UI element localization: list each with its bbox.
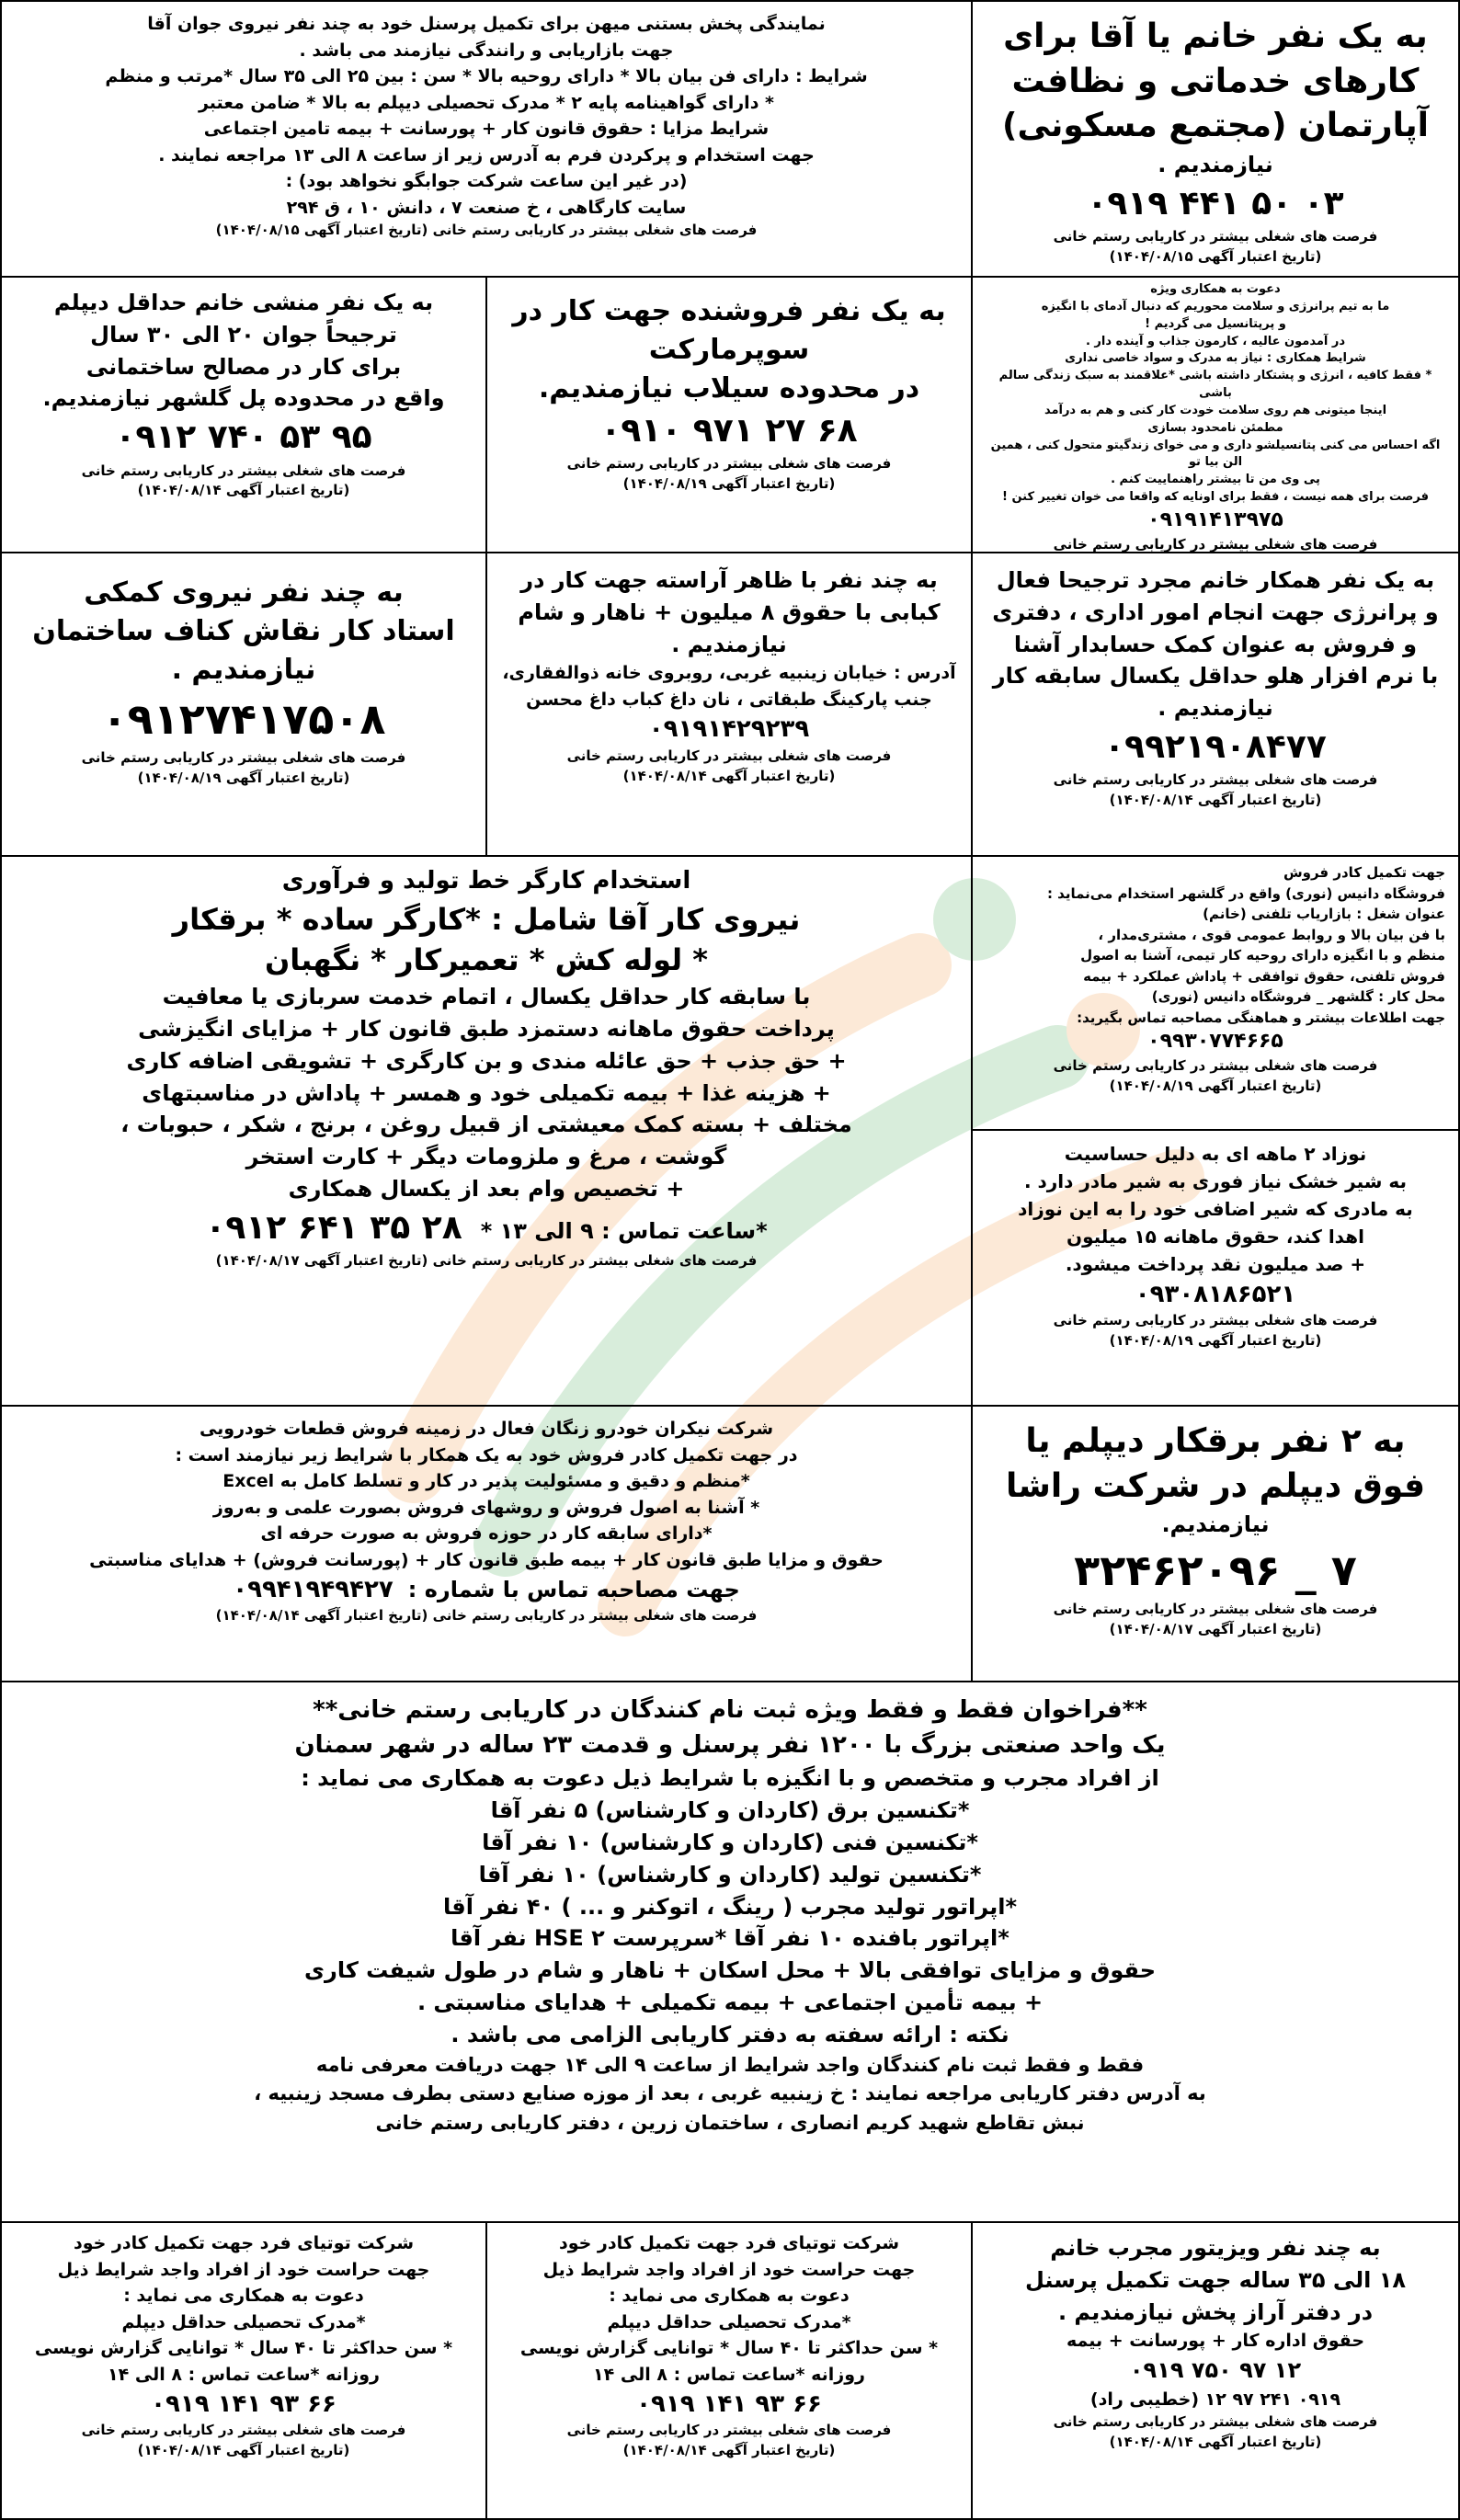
ad-line: منظم و با انگیزه دارای روحیه کار تیمی، آشنا به اصول bbox=[1080, 947, 1445, 964]
ad-date: (تاریخ اعتبار آگهی ۱۴۰۴/۰۸/۱۴) bbox=[137, 482, 350, 499]
ad-line: + حق جذب + حق عائله مندی و بن کارگری + تشویقی اضافه کاری bbox=[126, 1047, 847, 1074]
ad-line: به شیر خشک نیاز فوری به شیر مادر دارد . bbox=[1023, 1170, 1408, 1192]
ad-subtitle: در محدوده سیلاب نیازمندیم. bbox=[538, 372, 920, 405]
ad-line: نیازمندیم . bbox=[171, 654, 316, 686]
ad-line: *مدرک تحصیلی حداقل دیپلم bbox=[121, 2311, 366, 2332]
ad-footer: فرصت های شغلی بیشتر در کاریابی رستم خانی bbox=[1053, 1601, 1378, 1618]
ad-line: در دفتر آراز پخش نیازمندیم . bbox=[1057, 2298, 1374, 2325]
ad-line: روزانه *ساعت تماس : ۸ الی ۱۴ bbox=[593, 2364, 865, 2385]
ad-footer: فرصت های شغلی بیشتر در کاریابی رستم خانی bbox=[566, 455, 892, 473]
ad-date: (تاریخ اعتبار آگهی ۱۴۰۴/۰۸/۱۴) bbox=[1109, 2433, 1322, 2450]
ad-line: شرکت توتیای فرد جهت تکمیل کادر خود bbox=[558, 2233, 900, 2253]
ad-phone: ۰۹۱۲۷۴۱۷۵۰۸ bbox=[101, 694, 386, 744]
ad-line: به چند نفر نیروی کمکی bbox=[84, 576, 404, 609]
ad-accounting-assistant bbox=[971, 552, 1460, 857]
ad-cleaning-staff bbox=[971, 0, 1460, 278]
ad-phone: ۰۹۱۹ ۱۴۱ ۹۳ ۶۶ bbox=[636, 2390, 822, 2418]
ad-date: (تاریخ اعتبار آگهی ۱۴۰۴/۰۸/۱۷) bbox=[1109, 1621, 1322, 1638]
ad-line: *تکنسین فنی (کاردان و کارشناس) ۱۰ نفر آقا bbox=[482, 1829, 978, 1855]
ad-line: مطمئن نامحدود بسازی bbox=[1147, 420, 1283, 435]
ad-line: جهت حراست خود از افراد واجد شرایط ذیل bbox=[542, 2259, 916, 2280]
ad-line: و پرپتانسیل می گردیم ! bbox=[1145, 316, 1286, 331]
ad-phone: ۰۹۱۹۱۴۲۹۲۳۹ bbox=[648, 715, 810, 744]
ad-line: در آمدمون عالیه ، کارمون جذاب و آینده دار . bbox=[1085, 334, 1346, 348]
ad-line: شرایط همکاری : نیاز به مدرک و سواد خاصی نداری bbox=[1065, 351, 1366, 366]
ad-line: * سن حداکثر تا ۴۰ سال * توانایی گزارش نویسی bbox=[34, 2338, 453, 2358]
ad-ice-cream-distributor bbox=[0, 0, 973, 278]
ad-subtitle: نیازمندیم . bbox=[1158, 151, 1273, 177]
contact-hours: *ساعت تماس : ۹ الی ۱۳ * bbox=[480, 1217, 768, 1244]
ad-phone: ۰۹۱۹ ۷۵۰ ۹۷ ۱۲ bbox=[1129, 2356, 1302, 2383]
ad-line: جهت بازاریابی و رانندگی نیازمند می باشد . bbox=[299, 40, 674, 61]
ad-line: محل کار : گلشهر _ فروشگاه دانیس (نوری) bbox=[1151, 988, 1445, 1005]
ad-line: نیازمندیم . bbox=[671, 631, 787, 657]
ad-line: *تکنسین برق (کاردان و کارشناس) ۵ نفر آقا bbox=[490, 1797, 970, 1824]
ad-date: (تاریخ اعتبار آگهی ۱۴۰۴/۰۸/۱۹) bbox=[137, 770, 350, 787]
ad-wellness-team bbox=[971, 276, 1460, 553]
ad-line: (در غیر این ساعت شرکت جوابگو نخواهد بود) : bbox=[285, 171, 688, 191]
ad-line: اینجا میتونی هم روی سلامت خودت کار کنی و هم به درآمد bbox=[1044, 403, 1387, 417]
ad-line: جهت تکمیل کادر فروش bbox=[1283, 864, 1445, 881]
ad-phone: ۰۹۱۹۱۴۱۳۹۷۵ bbox=[1147, 507, 1283, 531]
ad-line: + صد میلیون نقد پرداخت میشود. bbox=[1065, 1253, 1366, 1275]
ad-line: به یک نفر منشی خانم حداقل دیپلم bbox=[53, 290, 434, 315]
ad-line: پرداخت حقوق ماهانه دستمزد طبق قانون کار + مزایای انگیزشی bbox=[138, 1016, 835, 1043]
ad-line: استخدام کارگر خط تولید و فرآوری bbox=[281, 867, 691, 895]
ad-date: (تاریخ اعتبار آگهی ۱۴۰۴/۰۸/۱۴) bbox=[1109, 792, 1322, 809]
ad-line: ترجیحاً جوان ۲۰ الی ۳۰ سال bbox=[90, 321, 397, 348]
ad-line: دعوت به همکاری ویژه bbox=[1150, 282, 1281, 296]
ad-line: به مادری که شیر اضافی خود را به این نوزاد bbox=[1018, 1198, 1413, 1220]
ad-footer: فرصت های شغلی بیشتر در کاریابی رستم خانی bbox=[81, 2422, 406, 2439]
ad-line: با نرم افزار هلو حداقل یکسال سابقه کار bbox=[992, 663, 1439, 690]
ad-line: حقوق اداره کار + پورسانت + بیمه bbox=[1066, 2331, 1365, 2352]
ad-line: نبش تقاطع شهید کریم انصاری ، ساختمان زرین ، دفتر کاریابی رستم خانی bbox=[375, 2111, 1085, 2134]
ad-footer: فرصت های شغلی بیشتر در کاریابی رستم خانی bbox=[566, 747, 892, 764]
ad-phone: ۰۹۳۰۸۱۸۶۵۲۱ bbox=[1135, 1281, 1296, 1308]
ad-line: دعوت به همکاری می نماید : bbox=[123, 2286, 364, 2306]
ad-line: *مدرک تحصیلی حداقل دیپلم bbox=[607, 2311, 851, 2332]
ad-footer: فرصت های شغلی بیشتر در کاریابی رستم خانی bbox=[1053, 1312, 1378, 1329]
ad-line: + بیمه تأمین اجتماعی + بیمه تکمیلی + هدایای مناسبتی . bbox=[416, 1989, 1044, 2015]
ad-line: حقوق و مزایا طبق قانون کار + بیمه طبق قانون کار + (پورسانت فروش) + هدایای مناسبتی bbox=[89, 1549, 884, 1570]
ad-line: مختلف + بسته کمک معیشتی از قبیل روغن ، برنج ، شکر ، حبوبات ، bbox=[120, 1112, 852, 1138]
ad-line: عنوان شغل : بازاریاب تلفنی (خانم) bbox=[1203, 906, 1445, 922]
ad-line: نیروی کار آقا شامل : *کارگر ساده * برقکار bbox=[172, 901, 801, 937]
ad-line: شرکت توتیای فرد جهت تکمیل کادر خود bbox=[73, 2233, 415, 2253]
ad-line: ما به تیم پرانرژی و سلامت محوریم که دنبال آدمای با انگیزه bbox=[1041, 299, 1390, 314]
ad-line: *تکنسین تولید (کاردان و کارشناس) ۱۰ نفر آقا bbox=[478, 1861, 982, 1887]
ad-line: و فروش به عنوان کمک حسابدار آشنا bbox=[1013, 631, 1418, 657]
ad-line: پی وی من تا بیشتر راهنماییت کنم . bbox=[1111, 473, 1320, 487]
ad-line: اگه احساس می کنی پتانسیلشو داری و می خوای زندگیتو متحول کنی ، همین الن بیا تو bbox=[990, 438, 1441, 470]
ad-phone: ۳۲۴۶۲۰۹۶ _ ۷ bbox=[1074, 1545, 1357, 1595]
ad-secretary bbox=[0, 276, 487, 553]
ad-line: در جهت تکمیل کادر فروش خود به یک همکار با شرایط زیر نیازمند است : bbox=[175, 1444, 798, 1465]
ad-footer: فرصت های شغلی بیشتر در کاریابی رستم خانی bbox=[1053, 771, 1378, 789]
ad-line: جهت استخدام و پرکردن فرم به آدرس زیر از ساعت ۸ الی ۱۳ مراجعه نمایند . bbox=[158, 144, 815, 165]
ad-line: *اپراتور تولید مجرب ( رینگ ، اتوکنر و ... ) ۴۰ نفر آقا bbox=[443, 1893, 1017, 1920]
ad-line: + تخصیص وام بعد از یکسال همکاری bbox=[288, 1176, 685, 1203]
ad-phone: ۰۹۹۲۱۹۰۸۴۷۷ bbox=[1104, 727, 1327, 766]
ad-line: یک واحد صنعتی بزرگ با ۱۲۰۰ نفر پرسنل و قدمت ۲۳ ساله در شهر سمنان bbox=[294, 1730, 1166, 1759]
ad-painter-helper bbox=[0, 552, 487, 857]
ad-phone: ۰۹۱۹ ۱۴۱ ۹۳ ۶۶ bbox=[151, 2390, 336, 2418]
ad-line: نوزاد ۲ ماهه ای به دلیل حساسیت bbox=[1064, 1143, 1367, 1165]
contact-row bbox=[15, 1573, 958, 1606]
ad-title: به یک نفر خانم یا آقا برای کارهای خدماتی و نظافت آپارتمان (مجتمع مسکونی) bbox=[1002, 17, 1429, 145]
ad-footer: فرصت های شغلی بیشتر در کاریابی رستم خانی bbox=[1053, 2413, 1378, 2431]
ad-line: به ۲ نفر برقکار دیپلم یا bbox=[1025, 1422, 1406, 1460]
ad-footer: فرصت های شغلی بیشتر در کاریابی رستم خانی (تاریخ اعتبار آگهی ۱۴۰۴/۰۸/۱۷) bbox=[215, 1252, 758, 1270]
ad-footer: فرصت های شغلی بیشتر در کاریابی رستم خانی bbox=[1053, 1056, 1378, 1074]
ad-line: برای کار در مصالح ساختمانی bbox=[86, 353, 402, 380]
ad-footer: فرصت های شغلی بیشتر در کاریابی رستم خانی bbox=[81, 749, 406, 767]
ad-title: به یک نفر فروشنده جهت کار در سوپرمارکت bbox=[512, 295, 946, 366]
ad-kebab-restaurant bbox=[485, 552, 973, 857]
ad-footer: فرصت های شغلی بیشتر در کاریابی رستم خانی (تاریخ اعتبار آگهی ۱۴۰۴/۰۸/۱۵) bbox=[215, 222, 758, 238]
ad-line: با سابقه کار حداقل یکسال ، اتمام خدمت سربازی یا معافیت bbox=[162, 984, 811, 1010]
ad-telemarketer bbox=[971, 855, 1460, 1131]
ad-footer: فرصت های شغلی بیشتر در کاریابی رستم خانی bbox=[81, 462, 406, 479]
ad-line: * فقط کافیه ، انرژی و پشتکار داشته باشی *علاقمند به سبک زندگی سالم باشی bbox=[998, 369, 1432, 401]
ad-line: جهت اطلاعات بیشتر و هماهنگی مصاحبه تماس بگیرید: bbox=[1077, 1009, 1445, 1026]
ad-line: *دارای سابقه کار در حوزه فروش به صورت حرفه ای bbox=[260, 1523, 713, 1544]
ad-line: نیازمندیم . bbox=[1158, 695, 1273, 722]
ad-line: نمایندگی پخش بستنی میهن برای تکمیل پرسنل خود به چند نفر نیروی جوان آقا bbox=[147, 14, 826, 34]
ad-line: آدرس : خیابان زینبیه غربی، روبروی خانه ذوالفقاری، bbox=[502, 663, 956, 684]
ad-tutiya-security-1 bbox=[485, 2221, 973, 2520]
ad-line: ۱۸ الی ۳۵ ساله جهت تکمیل پرسنل bbox=[1024, 2266, 1406, 2293]
ad-line: فرصت برای همه نیست ، فقط برای اونایه که واقعا می خوان تغییر کنن ! bbox=[1002, 490, 1429, 505]
ad-line: جنب پارکینگ طبقاتی ، نان داغ کباب داغ محسن bbox=[526, 689, 932, 710]
ad-breast-milk bbox=[971, 1129, 1460, 1407]
ad-phone: ۰۹۱۹ ۴۴۱ ۵۰ ۰۳ bbox=[1087, 184, 1344, 222]
ad-date: (تاریخ اعتبار آگهی ۱۴۰۴/۰۸/۱۹) bbox=[1109, 1077, 1322, 1094]
ad-line: + هزینه غذا + بیمه تکمیلی خود و همسر + پاداش در مناسبتهای bbox=[142, 1079, 831, 1106]
ad-semnan-factory-call bbox=[0, 1681, 1460, 2223]
ad-supermarket-seller bbox=[485, 276, 973, 553]
ad-line: فروش تلفنی، حقوق توافقی + پاداش عملکرد + بیمه bbox=[1083, 967, 1445, 985]
ad-line: فروشگاه دانیس (نوری) واقع در گلشهر استخدام می‌نماید : bbox=[1046, 884, 1445, 902]
ad-footer: فرصت های شغلی بیشتر در کاریابی رستم خانی bbox=[566, 2422, 892, 2439]
ad-line: فوق دیپلم در شرکت راشا bbox=[1005, 1466, 1426, 1505]
ad-line: سایت کارگاهی ، خ صنعت ۷ ، دانش ۱۰ ، ق ۲۹۴ bbox=[286, 197, 687, 218]
ad-line: * سن حداکثر تا ۴۰ سال * توانایی گزارش نویسی bbox=[519, 2338, 939, 2358]
ad-footer: فرصت های شغلی بیشتر در کاریابی رستم خانی (تاریخ اعتبار آگهی ۱۴۰۴/۰۸/۱۴) bbox=[215, 1607, 758, 1625]
ad-line: نیازمندیم. bbox=[1161, 1511, 1270, 1538]
ad-line: *اپراتور بافنده ۱۰ نفر آقا *سرپرست HSE ۲ نفر آقا bbox=[451, 1925, 1009, 1952]
ad-line: اهدا کند، حقوق ماهانه ۱۵ میلیون bbox=[1066, 1226, 1364, 1248]
ad-production-workers bbox=[0, 855, 973, 1407]
ad-line: به آدرس دفتر کاریابی مراجعه نمایند : خ زینبیه غربی ، بعد از موزه صنایع دستی بطرف مسجد زینبیه ، bbox=[254, 2082, 1206, 2105]
ad-footer: فرصت های شغلی بیشتر در کاریابی رستم خانی bbox=[1053, 535, 1378, 553]
contact-label: جهت مصاحبه تماس با شماره : bbox=[407, 1577, 740, 1602]
ad-line: استاد کار نقاش کناف ساختمان bbox=[32, 615, 455, 647]
ad-footer: فرصت های شغلی بیشتر در کاریابی رستم خانی bbox=[1053, 227, 1378, 245]
ad-line: * دارای گواهینامه پایه ۲ * مدرک تحصیلی دیپلم به بالا * ضامن معتبر bbox=[198, 92, 774, 113]
ad-line: **فراخوان فقط و فقط ویژه ثبت نام کنندگان در کاریابی رستم خانی** bbox=[313, 1696, 1147, 1724]
ad-electrician-rasha bbox=[971, 1405, 1460, 1682]
ad-line: به چند نفر ویزیتور مجرب خانم bbox=[1050, 2235, 1381, 2261]
ad-date: (تاریخ اعتبار آگهی ۱۴۰۴/۰۸/۱۴) bbox=[622, 767, 836, 784]
ad-line: *منظم و دقیق و مسئولیت پذیر در کار و تسلط کامل به Excel bbox=[222, 1471, 750, 1491]
ad-line: و پرانرژی جهت انجام امور اداری ، دفتری bbox=[992, 599, 1439, 625]
ad-phone: ۰۹۹۴۱۹۴۹۴۲۷ bbox=[233, 1576, 394, 1603]
ad-line: واقع در محدوده پل گلشهر نیازمندیم. bbox=[42, 385, 445, 412]
ad-date: (تاریخ اعتبار آگهی ۱۴۰۴/۰۸/۱۹) bbox=[622, 475, 836, 493]
ad-phone: ۰۹۱۲ ۷۴۰ ۵۳ ۹۵ bbox=[115, 418, 372, 457]
ad-date: (تاریخ اعتبار آگهی ۱۴۰۴/۰۸/۱۵) bbox=[1109, 247, 1322, 265]
ad-line: فقط و فقط ثبت نام کنندگان واجد شرایط از ساعت ۹ الی ۱۴ جهت دریافت معرفی نامه bbox=[315, 2053, 1145, 2076]
ad-auto-parts-sales bbox=[0, 1405, 973, 1682]
ad-line: روزانه *ساعت تماس : ۸ الی ۱۴ bbox=[108, 2364, 380, 2385]
ad-date: (تاریخ اعتبار آگهی ۱۴۰۴/۰۸/۱۴) bbox=[137, 2442, 350, 2459]
ad-line: کبابی با حقوق ۸ میلیون + ناهار و شام bbox=[518, 599, 941, 625]
ad-line: شرایط : دارای فن بیان بالا * دارای روحیه بالا * سن : بین ۲۵ الی ۳۵ سال *مرتب و منظم bbox=[105, 66, 868, 86]
ad-phone: ۰۹۹۳۰۷۷۴۶۶۵ bbox=[1147, 1030, 1283, 1053]
ad-line: * لوله کش * تعمیرکار * نگهبان bbox=[264, 942, 709, 978]
ad-line: به چند نفر با ظاهر آراسته جهت کار در bbox=[520, 567, 938, 593]
ad-date: (تاریخ اعتبار آگهی ۱۴۰۴/۰۸/۱۴) bbox=[622, 2442, 836, 2459]
ad-phone: ۰۹۱۰ ۹۷۱ ۲۷ ۶۸ bbox=[600, 412, 858, 450]
ad-phone: ۰۹۱۲ ۶۴۱ ۳۵ ۲۸ bbox=[205, 1208, 462, 1247]
ad-line: نکته : ارائه سفته به دفتر کاریابی الزامی می باشد . bbox=[451, 2021, 1009, 2047]
ad-line: از افراد مجرب و متخصص و با انگیزه با شرایط ذیل دعوت به همکاری می نماید : bbox=[301, 1765, 1159, 1792]
contact-row bbox=[15, 1205, 958, 1251]
ad-line: * آشنا به اصول فروش و روشهای فروش بصورت علمی و به‌روز bbox=[212, 1497, 760, 1518]
ad-line: جهت حراست خود از افراد واجد شرایط ذیل bbox=[57, 2259, 430, 2280]
ad-line: به یک نفر همکار خانم مجرد ترجیحا فعال bbox=[996, 567, 1435, 593]
ad-tutiya-security-2 bbox=[0, 2221, 487, 2520]
ad-line: شرایط مزایا : حقوق قانون کار + پورسانت + بیمه تامین اجتماعی bbox=[203, 119, 770, 139]
ad-date: (تاریخ اعتبار آگهی ۱۴۰۴/۰۸/۱۹) bbox=[1109, 1332, 1322, 1350]
ad-phone: ۰۹۱۹ ۲۴۱ ۹۷ ۱۲ (خطیبی راد) bbox=[1089, 2389, 1341, 2410]
ad-line: حقوق و مزایای توافقی بالا + محل اسکان + ناهار و شام در طول شیفت کاری bbox=[304, 1957, 1156, 1984]
ad-line: با فن بیان بالا و روابط عمومی قوی ، مشتری‌مدار ، bbox=[1098, 926, 1445, 943]
ad-visitor-araz bbox=[971, 2221, 1460, 2520]
ad-line: دعوت به همکاری می نماید : bbox=[609, 2286, 850, 2306]
ad-line: گوشت ، مرغ و ملزومات دیگر + کارت استخر bbox=[245, 1144, 727, 1170]
ad-line: شرکت نیکران خودرو زنگان فعال در زمینه فروش قطعات خودرویی bbox=[199, 1419, 774, 1439]
